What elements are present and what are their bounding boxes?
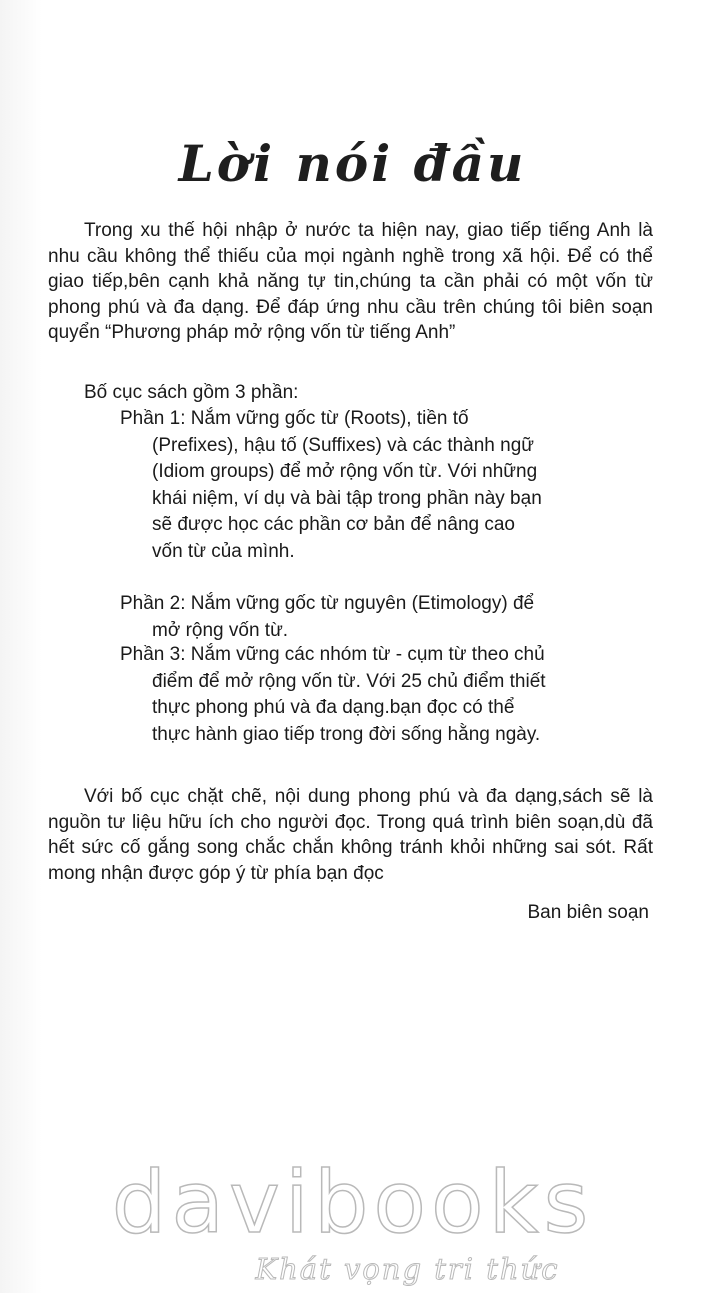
page-binding-edge	[0, 0, 42, 1293]
watermark-brand: davibooks	[111, 1153, 594, 1253]
part-1-text: Phần 1: Nắm vững gốc từ (Roots), tiền tố (Prefixes), hậu tố (Suffixes) và các thành ngữ (Idiom groups) để mở rộng vốn từ. Với những khái niệm, ví dụ và bài tập trong phần này bạn sẽ được học các phần cơ bản để nâng cao vốn từ của mình.	[120, 408, 542, 562]
publisher-watermark	[0, 1153, 705, 1286]
outline-part-2	[120, 591, 550, 644]
part-2-text: Phần 2: Nắm vững gốc từ nguyên (Etimology) để mở rộng vốn từ.	[120, 593, 535, 641]
watermark-slogan: Khát vọng tri thức	[255, 1252, 560, 1286]
outline-part-1	[120, 406, 550, 565]
closing-paragraph: Với bố cục chặt chẽ, nội dung phong phú và đa dạng,sách sẽ là nguồn tư liệu hữu ích cho người đọc. Trong quá trình biên soạn,dù đã hết sức cố gắng song chắc chắn không tránh khỏi những sai sót. Rất mong nhận được góp ý từ phía bạn đọc	[48, 786, 653, 884]
signature: Ban biên soạn	[527, 902, 649, 923]
page-title: Lời nói đầu	[178, 133, 527, 193]
outline-lead: Bố cục sách gồm 3 phần:	[84, 382, 299, 403]
part-3-text: Phần 3: Nắm vững các nhóm từ - cụm từ theo chủ điểm để mở rộng vốn từ. Với 25 chủ điểm thiết thực phong phú và đa dạng.bạn đọc có thể thực hành giao tiếp trong đời sống hằng ngày.	[120, 644, 546, 745]
outline-part-3	[120, 642, 550, 748]
intro-paragraph: Trong xu thế hội nhập ở nước ta hiện nay, giao tiếp tiếng Anh là nhu cầu không thể thiếu của mọi ngành nghề trong xã hội. Để có thể giao tiếp,bên cạnh khả năng tự tin,chúng ta cần phải có một vốn từ phong phú và đa dạng. Để đáp ứng nhu cầu trên chúng tôi biên soạn quyển “Phương pháp mở rộng vốn từ tiếng Anh”	[48, 220, 653, 343]
